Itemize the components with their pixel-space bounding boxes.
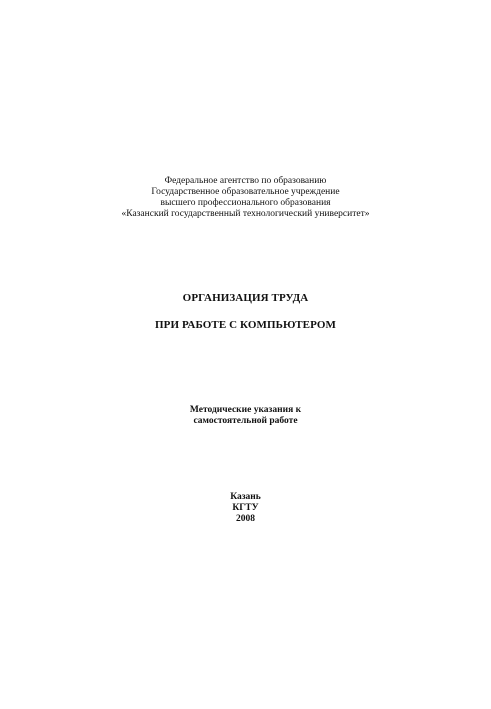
- title-line-1: ОРГАНИЗАЦИЯ ТРУДА: [182, 292, 309, 304]
- imprint-city: Казань: [230, 492, 261, 502]
- institution-line-type: Государственное образовательное учреждение: [151, 187, 340, 197]
- institution-line-agency: Федеральное агентство по образованию: [164, 176, 327, 186]
- institution-line-name: «Казанский государственный технологический университет»: [121, 209, 370, 219]
- imprint-publisher: КГТУ: [232, 503, 259, 513]
- institution-header: [0, 176, 491, 220]
- document-title: [0, 292, 491, 331]
- title-line-2: ПРИ РАБОТЕ С КОМПЬЮТЕРОМ: [155, 319, 336, 331]
- imprint-year: 2008: [236, 514, 255, 524]
- document-subtitle: [0, 405, 491, 427]
- institution-line-level: высшего профессионального образования: [160, 198, 331, 208]
- imprint: [0, 492, 491, 525]
- subtitle-line-1: Методические указания к: [189, 405, 302, 415]
- subtitle-line-2: самостоятельной работе: [193, 416, 298, 426]
